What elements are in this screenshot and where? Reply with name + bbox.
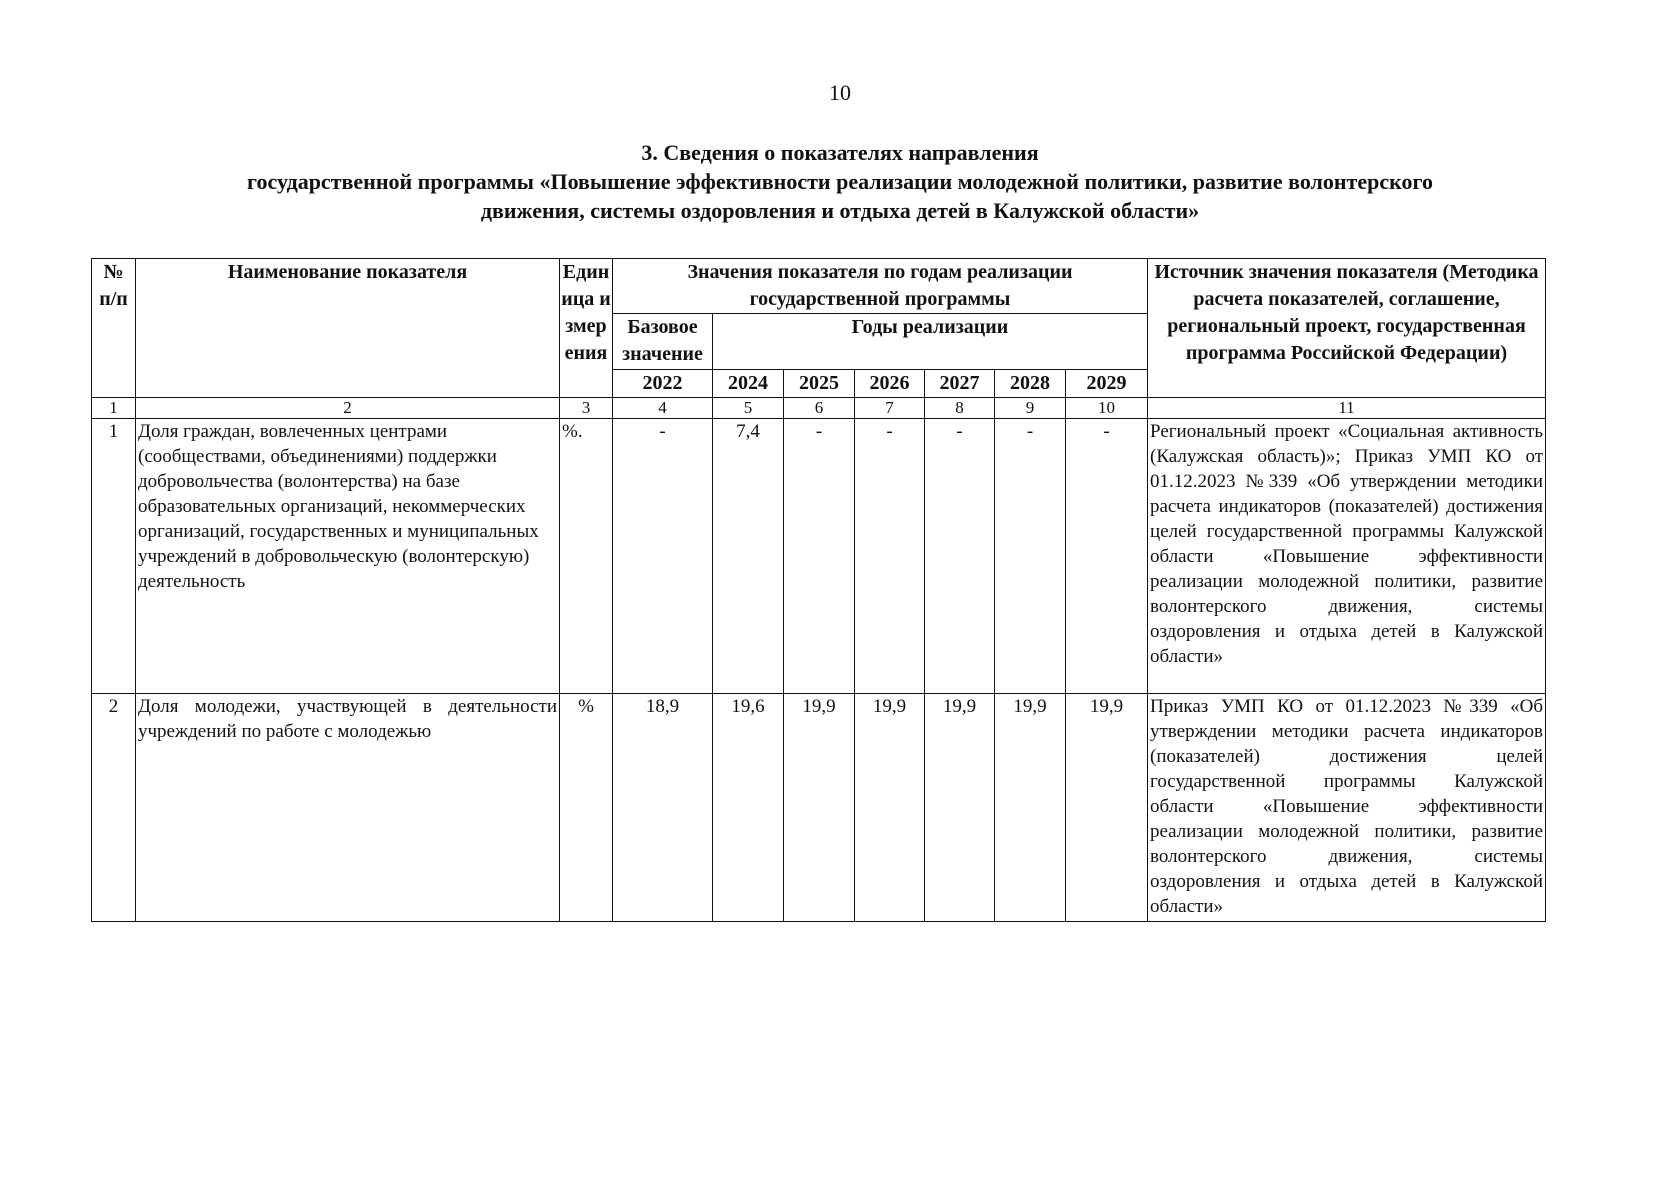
section-title-line-2: государственной программы «Повышение эффективности реализации молодежной политики, развитие волонтерского	[247, 169, 1433, 194]
row-year-value: 19,9	[784, 694, 855, 922]
table-row	[92, 694, 1546, 922]
column-number: 8	[925, 398, 995, 419]
header-year: 2026	[855, 370, 925, 398]
row-year-value: -	[784, 419, 855, 694]
header-row-1	[92, 259, 1546, 314]
row-year-value: -	[995, 419, 1066, 694]
header-year: 2029	[1066, 370, 1148, 398]
column-number: 11	[1148, 398, 1546, 419]
header-source: Источник значения показателя (Методика расчета показателей, соглашение, региональный проект, государственная программа Российской Федерации)	[1148, 259, 1546, 398]
column-number: 5	[713, 398, 784, 419]
column-number: 10	[1066, 398, 1148, 419]
section-title-line-3: движения, системы оздоровления и отдыха детей в Калужской области»	[480, 198, 1200, 223]
header-years-group: Годы реализации	[713, 314, 1148, 370]
header-base-year: 2022	[613, 370, 713, 398]
column-numbers-row	[92, 398, 1546, 419]
section-title-line-1: 3. Сведения о показателях направления	[641, 140, 1039, 165]
column-number: 9	[995, 398, 1066, 419]
row-num: 2	[92, 694, 136, 922]
header-year: 2024	[713, 370, 784, 398]
column-number: 4	[613, 398, 713, 419]
column-number: 7	[855, 398, 925, 419]
row-source: Приказ УМП КО от 01.12.2023 №339 «Об утверждении методики расчета индикаторов (показателей) достижения целей государственной программы Калужской области «Повышение эффективности реализации молодежной политики, развитие волонтерского движения, системы оздоровления и отдыха детей в Калужской области»	[1148, 694, 1546, 922]
row-unit: %.	[560, 419, 613, 694]
header-year: 2028	[995, 370, 1066, 398]
row-name: Доля молодежи, участвующей в деятельности учреждений по работе с молодежью	[136, 694, 560, 922]
header-num: № п/п	[92, 259, 136, 398]
header-unit: Единица измерения	[560, 259, 613, 398]
column-number: 1	[92, 398, 136, 419]
row-base-value: -	[613, 419, 713, 694]
row-year-value: -	[1066, 419, 1148, 694]
row-year-value: -	[855, 419, 925, 694]
row-name: Доля граждан, вовлеченных центрами (сообществами, объединениями) поддержки добровольчества (волонтерства) на базе образовательных организаций, некоммерческих организаций, государственных и муниципальных учреждений в добровольческую (волонтерскую) деятельность	[136, 419, 560, 694]
row-year-value: 19,9	[925, 694, 995, 922]
page-number: 10	[829, 80, 851, 105]
header-year: 2025	[784, 370, 855, 398]
header-base: Базовое значение	[613, 314, 713, 370]
row-num: 1	[92, 419, 136, 694]
indicators-table	[91, 258, 1546, 922]
row-year-value: 19,9	[855, 694, 925, 922]
row-year-value: 7,4	[713, 419, 784, 694]
column-number: 2	[136, 398, 560, 419]
row-year-value: 19,9	[1066, 694, 1148, 922]
column-number: 6	[784, 398, 855, 419]
header-name: Наименование показателя	[136, 259, 560, 398]
row-year-value: -	[925, 419, 995, 694]
column-number: 3	[560, 398, 613, 419]
row-source: Региональный проект «Социальная активность (Калужская область)»; Приказ УМП КО от 01.12.2023 №339 «Об утверждении методики расчета индикаторов (показателей) достижения целей государственной программы Калужской области «Повышение эффективности реализации молодежной политики, развитие волонтерского движения, системы оздоровления и отдыха детей в Калужской области»	[1148, 419, 1546, 694]
row-year-value: 19,6	[713, 694, 784, 922]
row-base-value: 18,9	[613, 694, 713, 922]
row-unit: %	[560, 694, 613, 922]
table-row	[92, 419, 1546, 694]
header-year: 2027	[925, 370, 995, 398]
header-values-group: Значения показателя по годам реализации государственной программы	[613, 259, 1148, 314]
section-title	[90, 138, 1590, 225]
row-year-value: 19,9	[995, 694, 1066, 922]
